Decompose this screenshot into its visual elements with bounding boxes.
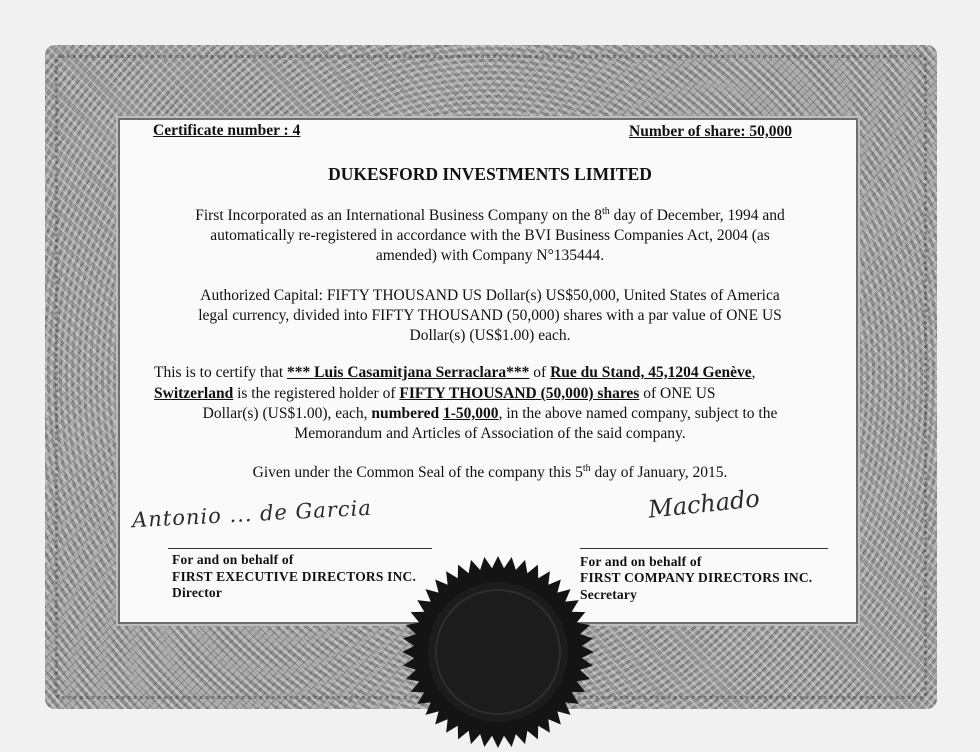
secretary-title: Secretary (580, 587, 638, 602)
secretary-signature-line (580, 548, 828, 549)
company-seal-icon (398, 552, 598, 752)
number-of-shares: Number of share: 50,000 (629, 123, 793, 140)
director-behalf: For and on behalf of (172, 552, 294, 567)
incorporation-line-3: amended) with Company N°135444. (375, 247, 605, 264)
holder-address: Rue du Stand, 45,1204 Genève (550, 364, 752, 381)
holder-name: *** Luis Casamitjana Serraclara*** (287, 364, 530, 381)
certify-line-3: Dollar(s) (US$1.00), each, numbered 1-50,000, in the above named company, subject to the (202, 405, 778, 422)
secretary-behalf: For and on behalf of (580, 554, 702, 569)
given-under-seal: Given under the Common Seal of the company this 5th day of January, 2015. (252, 463, 728, 482)
company-name: DUKESFORD INVESTMENTS LIMITED (328, 164, 652, 184)
director-signature: Antonio ... de Garcia (131, 495, 373, 533)
secretary-signature: Machado (646, 484, 762, 524)
certificate-number: Certificate number : 4 (153, 122, 301, 139)
capital-line-2: legal currency, divided into FIFTY THOUSAND (50,000) shares with a par value of ONE US (198, 307, 782, 324)
certify-line-4: Memorandum and Articles of Association of the said company. (294, 425, 686, 442)
share-number-range: 1-50,000 (443, 405, 499, 422)
director-company: FIRST EXECUTIVE DIRECTORS INC. (172, 569, 417, 584)
director-title: Director (172, 585, 223, 600)
holder-country: Switzerland (154, 385, 234, 402)
director-signature-line (168, 548, 432, 549)
certify-line-2: Switzerland is the registered holder of FIFTY THOUSAND (50,000) shares of ONE US (154, 385, 716, 402)
incorporation-line-2: automatically re-registered in accordance with the BVI Business Companies Act, 2004 (as (210, 227, 770, 244)
certify-line-1: This is to certify that *** Luis Casamitjana Serraclara*** of Rue du Stand, 45,1204 Genève, (154, 364, 756, 381)
capital-line-1: Authorized Capital: FIFTY THOUSAND US Dollar(s) US$50,000, United States of America (200, 287, 780, 304)
secretary-company: FIRST COMPANY DIRECTORS INC. (580, 570, 813, 585)
incorporation-line-1: First Incorporated as an International Business Company on the 8th day of December, 1994 and (195, 206, 785, 225)
capital-line-3: Dollar(s) (US$1.00) each. (409, 327, 571, 344)
shares-held: FIFTY THOUSAND (50,000) shares (399, 385, 640, 402)
